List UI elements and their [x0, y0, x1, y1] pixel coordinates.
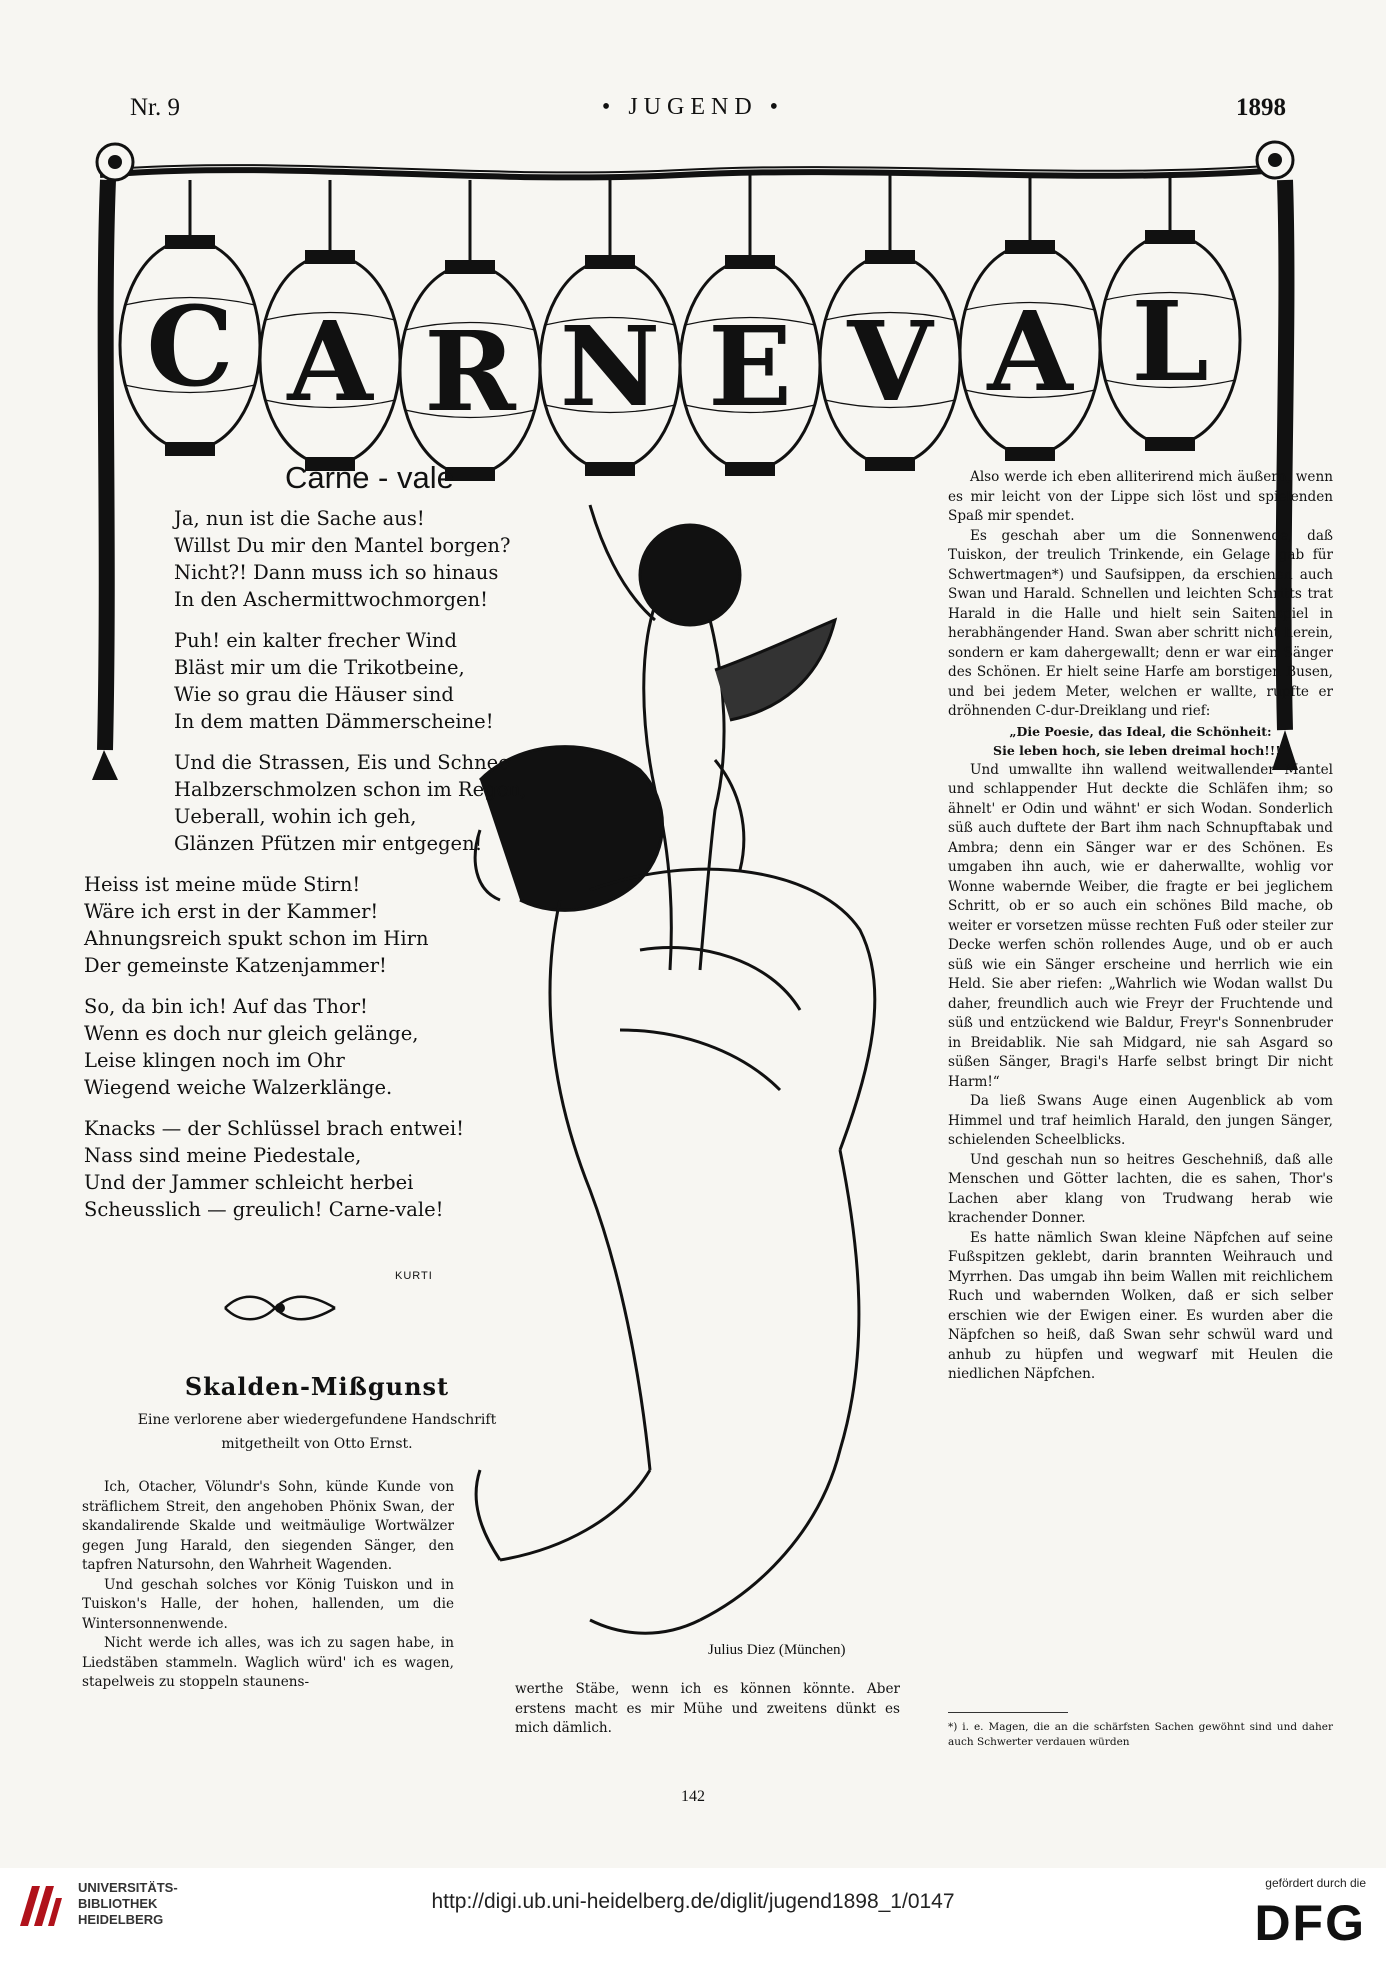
poem-line: Heiss ist meine müde Stirn!	[84, 873, 361, 896]
story-column-right	[948, 468, 1333, 1385]
poem-stanza	[84, 749, 564, 857]
paragraph: Also werde ich eben alliterirend mich äußern, wenn es mir leicht von der Lippe sich löst und spielenden Spaß mir spendet.	[948, 469, 1333, 524]
story-column-left	[82, 1478, 454, 1693]
dfg-logo[interactable]: DFG	[1254, 1895, 1366, 1951]
page-number: 142	[681, 1788, 705, 1805]
lantern-letter: R	[424, 307, 516, 436]
poem-stanza	[84, 627, 564, 735]
document-url-link[interactable]: http://digi.ub.uni-heidelberg.de/diglit/jugend1898_1/0147	[431, 1890, 955, 1913]
poem-line: Und der Jammer schleicht herbei	[84, 1171, 414, 1194]
poem-line: In den Aschermittwochmorgen!	[174, 588, 488, 611]
poem-line: Wie so grau die Häuser sind	[174, 683, 454, 706]
poem-stanza	[84, 1115, 564, 1223]
story-subtitle: Eine verlorene aber wiedergefundene Handschrift	[137, 1412, 497, 1428]
poem-line: Halbzerschmolzen schon im Regen,	[174, 778, 527, 801]
quote-line: „Die Poesie, das Ideal, die Schönheit:	[1009, 723, 1272, 739]
lantern-letter: V	[847, 297, 933, 426]
year: 1898	[1236, 94, 1286, 121]
viewer-footer	[0, 1868, 1386, 1965]
issue-number: Nr. 9	[130, 94, 180, 121]
paragraph: Und geschah nun so heitres Geschehniß, daß alle Menschen und Götter lachten, die es sahen, Thor's Lachen aber klang von Trudwang herab wie krachender Donner.	[948, 1151, 1333, 1226]
fleuron-ornament	[220, 1288, 340, 1328]
lantern-letter: N	[559, 302, 661, 431]
poem-line: Ueberall, wohin ich geh,	[174, 805, 417, 828]
paragraph: Es geschah aber um die Sonnenwende, daß Tuiskon, der treulich Trinkende, ein Gelage gab für Schwertmagen*) und Saufsippen, da erschienen auch Swan und Harald. Schnellen und leichten Schritts trat Harald in die Halle und hielt sein Saitenspiel in herabhängender Hand. Swan aber schritt nicht herein, sondern er kam dahergewallt; denn er war ein Sänger des Schönen. Er hielt seine Harfe am borstigen Busen, und bei jedem Meter, welchen er wallte, rupfte er dröhnenden C-dur-Dreiklang und rief:	[948, 527, 1333, 719]
poem-stanza	[84, 871, 564, 979]
poem-line: Wiegend weiche Walzerklänge.	[84, 1076, 393, 1099]
poem-line: Ahnungsreich spukt schon im Hirn	[84, 927, 429, 950]
paragraph: Und geschah solches vor König Tuiskon und in Tuiskon's Halle, der hohen, hallenden, um die Wintersonnenwende.	[82, 1576, 454, 1632]
poem-line: Willst Du mir den Mantel borgen?	[174, 534, 511, 557]
poem-line: Nass sind meine Piedestale,	[84, 1144, 362, 1167]
paragraph: Es hatte nämlich Swan kleine Näpfchen auf seine Fußspitzen geklebt, darin brannten Weihrauch und Myrrhen. Das umgab ihn beim Wallen mit reichlichem Ruch und wabernden Wolken, daß er sich selber erschien wie der Ewigen einer. Es wurden aber die Näpfchen so heiß, daß Swan sehr schwül ward und anhub zu hüpfen und wegwarf mit Heulen die niedlichen Näpfchen.	[948, 1229, 1333, 1382]
paragraph: Da ließ Swans Auge einen Augenblick ab vom Himmel und traf heimlich Harald, den jungen Sänger, schielenden Scheelblicks.	[948, 1093, 1333, 1148]
paragraph: Ich, Otacher, Völundr's Sohn, künde Kunde von sträflichem Streit, den angehoben Phönix Swan, der skandalirende Skalde und weitmäulige Wortwälzer gegen Jung Harald, den siegenden Sänger, den tapfren Natursohn, den Wahrheit Wagenden.	[82, 1479, 454, 1573]
quote-line: Sie leben hoch, sie leben dreimal hoch!!!“	[993, 743, 1288, 758]
poem-line: Nicht?! Dann muss ich so hinaus	[174, 561, 499, 584]
poem-line: Puh! ein kalter frecher Wind	[174, 629, 457, 652]
poem-line: Wenn es doch nur gleich gelänge,	[84, 1022, 419, 1045]
poem-line: Wäre ich erst in der Kammer!	[84, 900, 379, 923]
poem-line: Der gemeinste Katzenjammer!	[84, 954, 387, 977]
poem-author: KURTI	[395, 1270, 433, 1282]
lantern-letter: A	[987, 287, 1073, 416]
poem-line: Und die Strassen, Eis und Schnee	[174, 751, 510, 774]
poem-body	[84, 505, 564, 1237]
poem-stanza	[84, 993, 564, 1101]
poem-line: In dem matten Dämmerscheine!	[174, 710, 494, 733]
poem-line: Glänzen Pfützen mir entgegen!	[174, 832, 483, 855]
poem-title: Carne - vale	[285, 460, 454, 495]
university-library-name: UNIVERSITÄTS- BIBLIOTHEK HEIDELBERG	[78, 1880, 178, 1927]
lantern-letter: L	[1131, 277, 1209, 406]
funding-label: gefördert durch die	[1265, 1876, 1366, 1890]
lantern-letter: C	[146, 282, 234, 411]
poem-line: Scheusslich — greulich! Carne-vale!	[84, 1198, 444, 1221]
lantern-letter: E	[708, 302, 792, 431]
paragraph: Und umwallte ihn wallend weitwallender Mantel und schlappender Hut deckte die Schläfen ihm; so ähnelt' er Odin und wähnt' er sich Wodan. Sonderlich süß auch duftete der Bart ihm nach Schnupftabak und Ambra; denn ein Sänger war er des Schönen. Es umgaben ihn auch, wie er daherwallte, wohlig vor Wonne wabernde Weiber, die fragte er bei jeglichem Schritt, ob er so auch ein schönes Bild mache, ob weiter er vorsetzen müsse rechten Fuß oder steiler zur Decke werfen schön rollendes Auge, und ob er auch süß wie ein Sänger erscheine und herrlich wie ein Held. Sie aber riefen: „Wahrlich wie Wodan wallst Du daher, freundlich auch wie Freyr der Fruchtende und süß und entzückend wie Baldur, Freyr's Sonnenbruder in Breidablik. Nie sah Midgard, nie sah Asgard so süßen Sänger, Bragi's Harfe selbst bringt Dir nicht Harm!“	[948, 761, 1333, 1090]
story-column-middle	[515, 1680, 900, 1739]
poem-line: So, da bin ich! Auf das Thor!	[84, 995, 368, 1018]
magazine-title: • JUGEND •	[601, 94, 785, 120]
poem-line: Knacks — der Schlüssel brach entwei!	[84, 1117, 464, 1140]
story-attribution: mitgetheilt von Otto Ernst.	[221, 1436, 413, 1452]
lantern-letter: A	[287, 297, 373, 426]
poem-line: Bläst mir um die Trikotbeine,	[174, 656, 465, 679]
poem-line: Leise klingen noch im Ohr	[84, 1049, 345, 1072]
footnote-rule	[948, 1712, 1068, 1713]
poem-stanza	[84, 505, 564, 613]
illustration-credit: Julius Diez (München)	[708, 1642, 846, 1658]
footnote: *) i. e. Magen, die an die schärfsten Sachen gewöhnt sind und daher auch Schwerter verdauen würden	[948, 1721, 1333, 1748]
paragraph: Nicht werde ich alles, was ich zu sagen habe, in Liedstäben stammeln. Waglich würd' ich es wagen, stapelweis zu stoppeln staunens-	[82, 1635, 454, 1690]
poem-line: Ja, nun ist die Sache aus!	[174, 507, 425, 530]
story-title: Skalden-Mißgunst	[184, 1372, 450, 1401]
paragraph: werthe Stäbe, wenn ich es können könnte. Aber erstens macht es mir Mühe und zweitens dünkt es mich dämlich.	[515, 1681, 900, 1736]
